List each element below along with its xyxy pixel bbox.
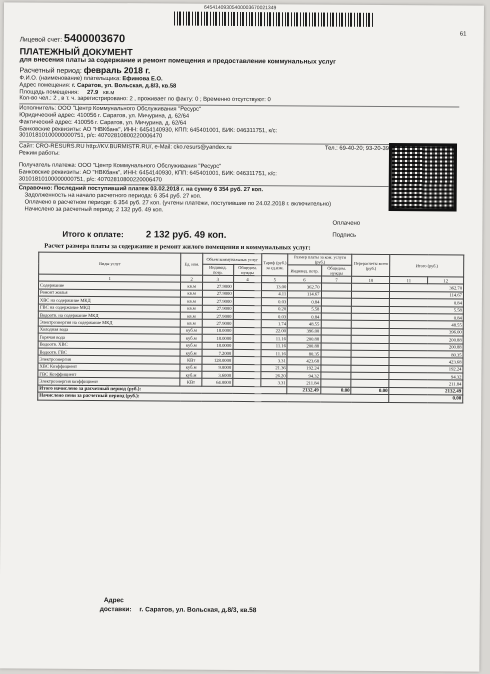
table-cell: кв.м xyxy=(181,290,202,298)
table-cell: 114.67 xyxy=(288,291,321,299)
table-cell: 396.00 xyxy=(390,328,464,336)
barcode-number: 64541409305400003670021349 xyxy=(203,4,277,12)
table-cell: 0.20 xyxy=(262,305,288,313)
table-cell: Содержание xyxy=(39,281,182,289)
table-cell: ХВС Коэффициент xyxy=(38,363,181,371)
table-cell: 423.68 xyxy=(287,357,320,365)
payer-value: Ефимова Е.О. xyxy=(122,76,163,83)
penalty-row xyxy=(38,392,463,402)
table-cell: 0.03 xyxy=(262,298,288,306)
table-cell: Ремонт жилья xyxy=(38,289,181,297)
table-cell: Водоотв. ГВС xyxy=(38,348,181,356)
table-cell: 48.55 xyxy=(390,321,464,329)
table-cell: 128.0000 xyxy=(202,357,233,365)
col-num: 12 xyxy=(428,277,464,285)
table-cell: КВт xyxy=(180,379,201,387)
work-mode: Режим работы: xyxy=(18,150,60,157)
area-label: Площадь помещения: xyxy=(19,89,79,96)
table-cell: ГВС на содержание МКД xyxy=(38,304,181,312)
executor-line-4: 30101810100000000751, р/с: 40702810800220006470 xyxy=(19,132,163,140)
table-cell: КВт xyxy=(180,356,201,364)
th-service: Виды услуг xyxy=(39,252,182,275)
executor-line-0: Исполнитель: ООО "Центр Коммунального Обслуживания "Ресурс" xyxy=(19,105,202,113)
recipient-line-1: Банковские реквизиты: АО "НВКбанк", ИНН: 6454140930, КПП: 645401001, БИК: 046311751, к/с: xyxy=(18,169,277,178)
barcode xyxy=(174,12,374,27)
table-cell: 48.55 xyxy=(288,320,321,328)
qr-code xyxy=(389,143,457,211)
document-subtitle: для внесения платы за содержание и ремонт помещения и предоставление коммунальных услуг xyxy=(19,56,336,66)
table-cell: Электроэнергия xyxy=(38,355,181,363)
total-row-common: 0.00 xyxy=(320,387,351,395)
col-num: 11 xyxy=(390,277,428,285)
period-label: Расчетный период: xyxy=(19,67,82,75)
table-cell: 114.67 xyxy=(390,291,464,299)
th-vol-common: Общедом. нужды xyxy=(233,264,262,275)
calc-title: Расчет размера платы за содержание и ремонт жилого помещения и коммунальных услуг: xyxy=(44,242,311,252)
table-cell: Водоотв. ХВС xyxy=(38,341,181,349)
table-cell: 396.00 xyxy=(287,328,320,336)
table-cell: Водоотв. на содержание МКД xyxy=(38,311,181,319)
table-cell: 0.03 xyxy=(261,313,287,321)
table-cell: 27.9000 xyxy=(202,305,233,313)
total-row-charge: 2132.49 xyxy=(287,387,320,395)
th-recalc: Перерасчеты всего (руб.) xyxy=(352,254,390,276)
address-label: Адрес помещения: xyxy=(19,82,71,89)
th-chg-ind: Индивид. потр. xyxy=(288,265,321,276)
th-charge: Размер платы за ком. услуги (руб.) xyxy=(288,254,352,265)
table-cell: 192.24 xyxy=(389,365,463,373)
table-cell: 22.00 xyxy=(261,327,287,335)
total-row-label: Итого начислено за расчетный период (руб.): xyxy=(38,385,287,394)
area-unit: кв.м xyxy=(103,89,115,96)
table-cell: Электроэнергия на содержание МКД xyxy=(38,318,181,326)
table-cell: 11.16 xyxy=(261,342,287,350)
table-cell: 94.32 xyxy=(287,372,320,380)
col-num: 1 xyxy=(39,274,182,282)
table-cell: Электроэнергия коэффициент xyxy=(38,378,181,386)
col-num: 4 xyxy=(233,275,262,283)
table-cell: 200.88 xyxy=(389,343,463,351)
reference-line-1: Задолженность на начало расчетного периода: 6 354 руб. 27 коп. xyxy=(24,192,202,200)
table-cell: 0.84 xyxy=(390,313,464,321)
col-num: 2 xyxy=(181,275,202,283)
delivery-line xyxy=(100,605,257,615)
paid-label: Оплачено xyxy=(332,220,361,227)
address-value: г. Саратов, ул. Вольская, д.8/3, кв.58 xyxy=(71,82,177,90)
th-total: Итого (руб.) xyxy=(390,255,464,278)
residents-line: Кол-во чел.: 2 , в т. ч. зарегистрировано: 2 , проживает по факту: 0 ; Временно отсутствуют: 0 xyxy=(19,95,271,104)
account-label: Лицевой счет: xyxy=(19,36,63,44)
th-chg-common: Общедом. нужды xyxy=(321,265,352,276)
site-text: Сайт: CRO-RESURS.RU http://KV.BURMISTR.RU/, e-Mail: cko.resurs@yandex.ru xyxy=(18,143,232,152)
total-row-recalc: 0.00 xyxy=(351,387,389,395)
reference-line-2: Оплачено в расчетном периоде: 6 354 руб. 27 коп. (учтены платежи, поступившие по 24.02.2018 г. включительно) xyxy=(24,199,332,208)
table-cell: 13.00 xyxy=(262,283,288,291)
table-cell: 0.84 xyxy=(288,313,321,321)
table-cell: кв.м xyxy=(181,297,202,305)
col-num: 3 xyxy=(202,275,233,283)
table-cell: 3.31 xyxy=(261,357,287,365)
delivery-label-2: доставки: xyxy=(99,606,132,614)
page-number: 61 xyxy=(459,31,467,38)
table-cell: 64.0000 xyxy=(202,379,233,387)
col-num: 6 xyxy=(288,276,321,284)
table-cell: 4.11 xyxy=(262,290,288,298)
table-cell: 94.32 xyxy=(389,373,463,381)
signature-label: Подпись xyxy=(332,232,357,239)
payment-document xyxy=(0,2,484,671)
executor-line-2: Фактический адрес: 410056 г. Саратов, ул. Мичурина, д. 62/64 xyxy=(19,119,187,127)
total-line xyxy=(62,229,226,241)
table-cell: ГВС Коэффициент xyxy=(38,370,181,378)
recipient-block xyxy=(19,162,389,215)
payer-label: Ф.И.О. (наименование) плательщика: xyxy=(19,75,121,83)
table-cell: 3.31 xyxy=(261,379,287,387)
table-cell: 80.35 xyxy=(389,350,463,358)
total-label: Итого к оплате: xyxy=(62,229,124,240)
reference-line-0: Справочно: Последний поступивший платеж 03.02.2018 г. на сумму 6 354 руб. 27 коп. xyxy=(18,185,264,194)
table-cell: 26.20 xyxy=(261,372,287,380)
table-cell: 27.9000 xyxy=(202,283,233,291)
document-title: ПЛАТЕЖНЫЙ ДОКУМЕНТ xyxy=(19,46,133,58)
table-cell: 11.16 xyxy=(261,335,287,343)
table-cell: куб.м xyxy=(180,349,201,357)
th-vol-ind: Индивид. потр. xyxy=(202,264,233,275)
period-line xyxy=(20,64,151,75)
table-cell: 192.24 xyxy=(287,364,320,372)
table-cell: 0.84 xyxy=(390,299,464,307)
table-cell: 18.0000 xyxy=(202,342,233,350)
recipient-line-0: Получатель платежа: ООО "Центр Коммунального Обслуживания "Ресурс" xyxy=(18,162,222,170)
table-cell: 5.58 xyxy=(288,305,321,313)
account-line xyxy=(20,32,125,45)
delivery-address xyxy=(100,596,257,615)
table-cell: 211.84 xyxy=(287,379,320,387)
table-cell: куб.м xyxy=(181,342,202,350)
table-cell: 1.74 xyxy=(261,320,287,328)
table-cell: 27.9000 xyxy=(202,312,233,320)
reference-line-3: Начислено за расчетный период: 2 132 руб. 49 коп. xyxy=(24,206,164,214)
table-cell: 27.9000 xyxy=(202,297,233,305)
col-num: 5 xyxy=(262,276,288,284)
table-cell: 27.9000 xyxy=(202,320,233,328)
total-value: 2 132 руб. 49 коп. xyxy=(145,229,227,241)
penalty-row-label: Начислено пени за расчетный период (руб.): xyxy=(38,392,389,402)
table-cell: 18.0000 xyxy=(202,327,233,335)
table-cell: 423.68 xyxy=(389,358,463,366)
col-num: 7 xyxy=(321,276,352,284)
table-cell: кв.м xyxy=(181,319,202,327)
table-cell: Холодная вода xyxy=(38,326,181,334)
table-cell: 5.58 xyxy=(390,306,464,314)
table-cell: 21.36 xyxy=(261,364,287,372)
table-cell: куб.м xyxy=(181,327,202,335)
th-tariff: Тариф (руб.) за ед.изм. xyxy=(262,254,288,276)
area-value: 27.9 xyxy=(86,89,99,96)
table-cell: 27.9000 xyxy=(202,290,233,298)
table-cell: ХВС на содержание МКД xyxy=(38,296,181,304)
table-cell: 0.84 xyxy=(288,298,321,306)
table-cell: 18.0000 xyxy=(202,334,233,342)
table-cell: 362.70 xyxy=(390,284,464,292)
th-volume: Объем коммунальных услуг xyxy=(202,253,261,264)
table-cell: куб.м xyxy=(180,364,201,372)
col-num: 10 xyxy=(352,276,390,284)
table-cell: 211.84 xyxy=(389,380,463,388)
delivery-value: г. Саратов, ул. Вольская, д.8/3, кв.58 xyxy=(139,606,257,615)
table-cell: 9.0000 xyxy=(202,364,233,372)
table-cell: кв.м xyxy=(181,282,202,290)
period-value: февраль 2018 г. xyxy=(83,64,151,76)
th-unit: Ед. изм. xyxy=(181,253,203,275)
table-cell: кв.м xyxy=(181,305,202,313)
table-cell: куб.м xyxy=(180,371,201,379)
table-cell: 200.88 xyxy=(287,335,320,343)
table-cell: 80.35 xyxy=(287,350,320,358)
account-number: 5400003670 xyxy=(63,32,126,46)
table-cell: 7.2000 xyxy=(202,349,233,357)
table-cell: куб.м xyxy=(181,334,202,342)
delivery-label-1: Адрес xyxy=(103,597,124,605)
total-row-sum: 2132.49 xyxy=(389,387,463,395)
table-cell: 200.88 xyxy=(389,336,463,344)
phone-text: Тел.: 69-40-20; 93-20-39 xyxy=(324,145,390,153)
table-cell: 11.16 xyxy=(261,350,287,358)
recipient-line-2: 30101810100000000751, р/с: 40702810800220006470 xyxy=(18,176,162,184)
table-cell: Горячая вода xyxy=(38,333,181,341)
calc-table xyxy=(37,252,464,404)
table-cell: 200.88 xyxy=(287,342,320,350)
table-cell: 3.6000 xyxy=(202,371,233,379)
penalty-row-value: 0.00 xyxy=(389,395,463,403)
executor-line-3: Банковские реквизиты: АО "НВКбанк", ИНН: 6454140930, КПП: 645401001, БИК: 046311751, к/с: xyxy=(19,126,278,134)
executor-line-1: Юридический адрес: 410056 г. Саратов, ул. Мичурина, д. 62/64 xyxy=(19,112,190,120)
table-cell: 362.70 xyxy=(288,283,321,291)
table-cell: кв.м xyxy=(181,312,202,320)
